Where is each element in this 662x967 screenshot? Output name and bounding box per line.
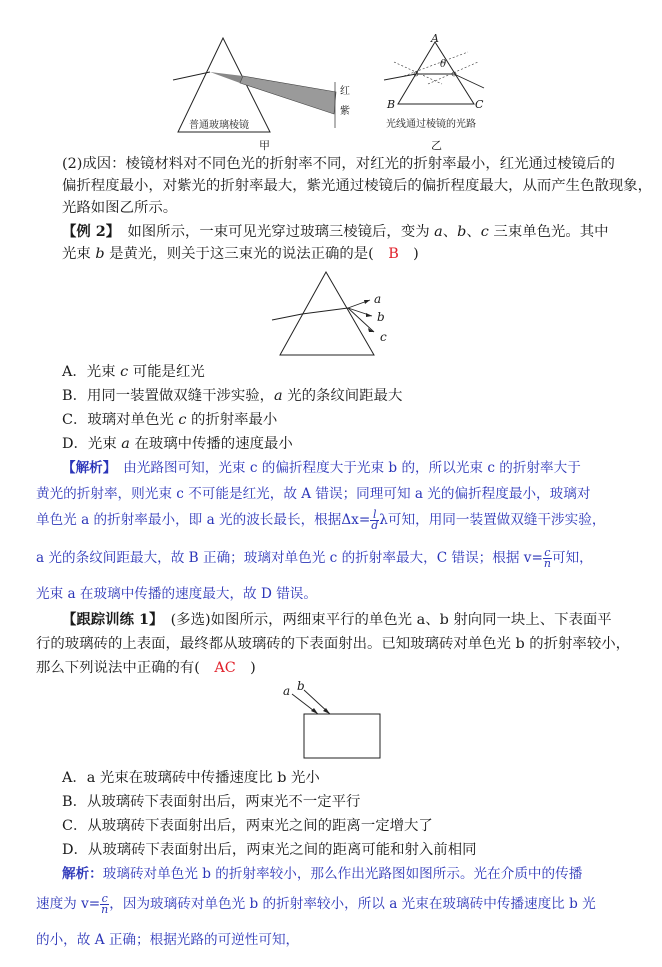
example2-option-a: A．光束 c 可能是红光 <box>62 364 205 380</box>
figure-prism-dispersion <box>168 30 368 150</box>
inner-beam-line <box>302 308 348 314</box>
right-figure-label: 乙 <box>431 139 442 152</box>
example2-option-c: C．玻璃对单色光 c 的折射率最小 <box>62 412 278 428</box>
analysis-line-2: 黄光的折射率，则光束 c 不可能是红光，故 A 错误；同理可知 a 光的偏折程度最小，玻璃对 <box>36 486 591 502</box>
prism-triangle-example <box>280 272 374 355</box>
cause-line-2: 偏折程度最小，对紫光的折射率最大，紫光通过棱镜后的偏折程度最大，从而产生色散现象， <box>62 178 653 194</box>
analysis2-line-1: 解析：玻璃砖对单色光 b 的折射率较小，那么作出光路图如图所示。光在介质中的传播 <box>62 866 583 882</box>
example2-option-b: B．用同一装置做双缝干涉实验，a 光的条纹间距最大 <box>62 388 403 404</box>
prism-abc <box>398 42 474 104</box>
ray-a-label: a <box>283 684 291 698</box>
spectrum-band <box>240 76 336 114</box>
example2-tag: 【例 2】 <box>62 223 113 240</box>
cause-line-1: (2)成因：棱镜材料对不同色光的折射率不同，对红光的折射率最小，红光通过棱镜后的 <box>62 156 615 172</box>
training-answer: AC <box>214 660 236 676</box>
ray-b-label: b <box>297 679 305 693</box>
training-line-2: 行的玻璃砖的上表面，最终都从玻璃砖的下表面射出。已知玻璃砖对单色光 b 的折射率较小， <box>36 636 630 652</box>
dashed-normal-2 <box>428 62 478 84</box>
analysis2-tag: 解析： <box>62 866 103 882</box>
training-option-c: C．从玻璃砖下表面射出后，两束光之间的距离一定增大了 <box>62 818 433 834</box>
analysis-line-3: 单色光 a 的折射率最小，即 a 光的波长最长，根据Δx= $\frac{l}{d}$ λ可知，用同一装置做双缝干涉实验， <box>36 508 606 532</box>
analysis-line-5: 光束 a 在玻璃中传播的速度最大，故 D 错误。 <box>36 586 317 602</box>
vertex-b-label: B <box>387 98 396 111</box>
glass-brick <box>304 714 380 758</box>
analysis-tag: 【解析】 <box>62 460 110 476</box>
analysis-line-1: 【解析】 由光路图可知，光束 c 的偏折程度大于光束 b 的，所以光束 c 的折射率大于 <box>62 460 581 476</box>
figure-glass-brick <box>278 680 388 766</box>
training-option-b: B．从玻璃砖下表面射出后，两束光不一定平行 <box>62 794 361 810</box>
vertex-c-label: C <box>475 98 484 111</box>
fraction-l-over-d: $\frac{l}{d}$ <box>371 508 379 532</box>
dashed-extension-1 <box>404 52 468 76</box>
inner-beam <box>210 72 243 83</box>
left-figure-label: 甲 <box>259 139 270 152</box>
analysis2-line-2: 速度为 v= $\frac{c}{n}$ ，因为玻璃砖对单色光 b 的折射率较小，所以 a 光束在玻璃砖中传播速度比 b 光 <box>36 892 596 916</box>
beam-b-label: b <box>377 310 385 324</box>
training-option-a: A．a 光束在玻璃砖中传播速度比 b 光小 <box>62 770 320 786</box>
vertex-a-label: A <box>431 32 439 45</box>
ray-out <box>454 74 484 88</box>
training-option-d: D．从玻璃砖下表面射出后，两束光之间的距离可能和射入前相同 <box>62 842 477 858</box>
example2-option-d: D．光束 a 在玻璃中传播的速度最小 <box>62 436 293 452</box>
training-tag: 【跟踪训练 1】 <box>62 611 157 628</box>
example2-question-line-2: 光束 b 是黄光，则关于这三束光的说法正确的是( B ) <box>62 246 419 262</box>
fraction-c-over-n: $\frac{c}{n}$ <box>543 546 551 570</box>
analysis-line-4: a 光的条纹间距最大，故 B 正确；玻璃对单色光 c 的折射率最大，C 错误；根据 v= $\frac{c}{n}$ 可知， <box>36 546 593 570</box>
left-figure-caption: 普通玻璃棱镜 <box>189 120 249 131</box>
cause-line-3: 光路如图乙所示。 <box>62 200 178 216</box>
color-violet-label: 紫 <box>340 106 350 117</box>
angle-theta-label: θ <box>440 59 447 70</box>
example2-question-line-1: 【例 2】 如图所示，一束可见光穿过玻璃三棱镜后，变为 a、b、c 三束单色光。其中 <box>62 223 609 240</box>
beam-c-label: c <box>380 330 387 344</box>
color-red-label: 红 <box>340 86 350 97</box>
beam-a-label: a <box>374 292 382 306</box>
analysis2-line-3: 的小，故 A 正确；根据光路的可逆性可知， <box>36 932 300 948</box>
fraction-c-over-n-2: $\frac{c}{n}$ <box>101 892 109 916</box>
right-figure-caption: 光线通过棱镜的光路 <box>386 119 476 130</box>
training-line-3: 那么下列说法中正确的有( AC ) <box>36 660 256 676</box>
incident-beam <box>272 314 302 320</box>
training-line-1: 【跟踪训练 1】 (多选)如图所示，两细束平行的单色光 a、b 射向同一块上、下表面平 <box>62 611 612 628</box>
ray-in <box>384 74 416 80</box>
example2-answer: B <box>388 246 399 262</box>
beam-c <box>348 308 374 332</box>
